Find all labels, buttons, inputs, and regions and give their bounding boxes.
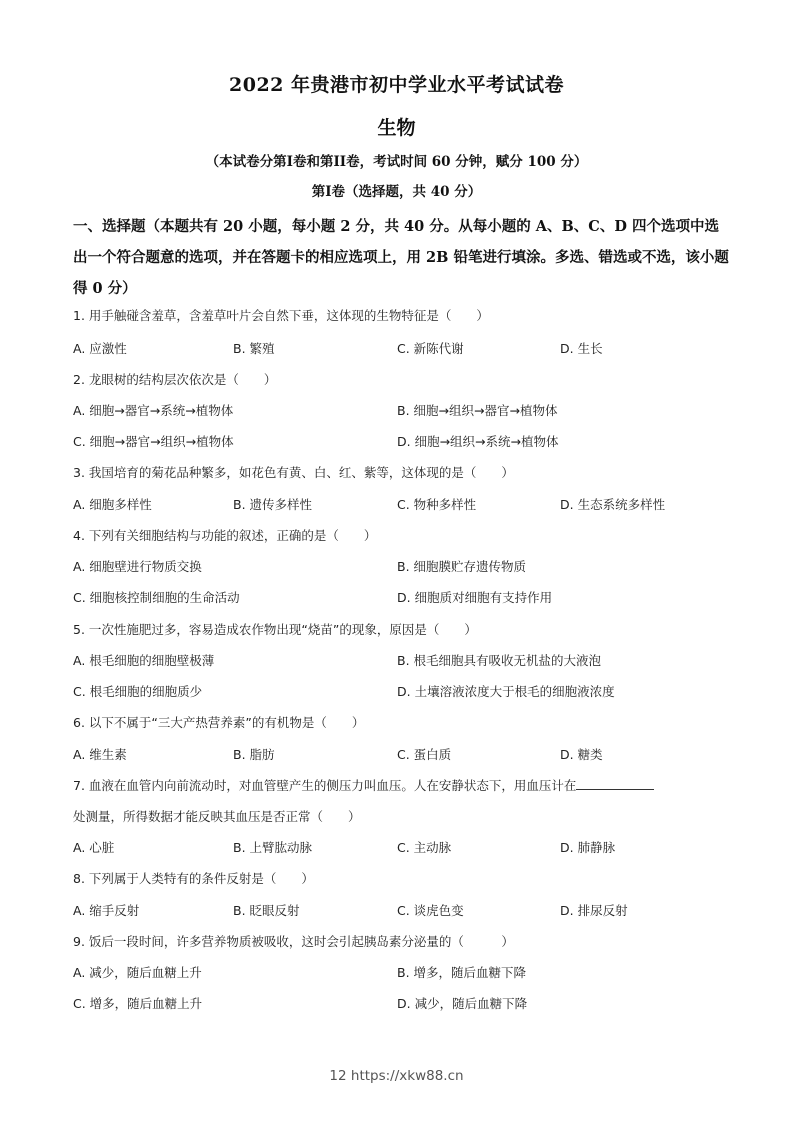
question-8-option-c: C. 谈虎色变 bbox=[397, 903, 464, 918]
question-6-option-b: B. 脂肪 bbox=[233, 747, 275, 762]
page-footer: 12 https://xkw88.cn bbox=[329, 1068, 464, 1084]
question-9-option-d: D. 减少，随后血糖下降 bbox=[397, 996, 528, 1011]
question-2-option-a: A. 细胞→器官→系统→植物体 bbox=[73, 403, 234, 418]
question-1-stem: 1. 用手触碰含羞草，含羞草叶片会自然下垂，这体现的生物特征是（ ） bbox=[73, 308, 489, 323]
question-3-option-d: D. 生态系统多样性 bbox=[560, 497, 666, 512]
question-2-option-d: D. 细胞→组织→系统→植物体 bbox=[397, 434, 559, 449]
question-4-option-d: D. 细胞质对细胞有支持作用 bbox=[397, 590, 553, 605]
question-4-option-a: A. 细胞壁进行物质交换 bbox=[73, 559, 202, 574]
question-3-stem: 3. 我国培育的菊花品种繁多，如花色有黄、白、红、紫等，这体现的是（ ） bbox=[73, 465, 514, 480]
question-7-stem-continued: 处测量，所得数据才能反映其血压是否正常（ ） bbox=[73, 809, 361, 824]
question-5-option-b: B. 根毛细胞具有吸收无机盐的大液泡 bbox=[397, 653, 602, 668]
question-8-option-d: D. 排尿反射 bbox=[560, 903, 628, 918]
question-5-option-a: A. 根毛细胞的细胞壁极薄 bbox=[73, 653, 215, 668]
question-8-option-b: B. 眨眼反射 bbox=[233, 903, 300, 918]
question-4-option-b: B. 细胞膜贮存遗传物质 bbox=[397, 559, 527, 574]
question-1-option-d: D. 生长 bbox=[560, 341, 603, 356]
exam-info: （本试卷分第I卷和第II卷，考试时间 60 分钟，赋分 100 分） bbox=[205, 154, 588, 170]
question-1-option-a: A. 应激性 bbox=[73, 341, 127, 356]
section-instructions: 一、选择题（本题共有 20 小题，每小题 2 分，共 40 分。从每小题的 A、B、C、D 四个选项中选出一个符合题意的选项，并在答题卡的相应选项上，用 2B 铅笔进行填涂。多选、错选或不选，该小题得 0 分） bbox=[73, 218, 729, 297]
question-7-option-b: B. 上臂肱动脉 bbox=[233, 840, 313, 855]
question-8-option-a: A. 缩手反射 bbox=[73, 903, 140, 918]
question-4-option-c: C. 细胞核控制细胞的生命活动 bbox=[73, 590, 240, 605]
question-2-stem: 2. 龙眼树的结构层次依次是（ ） bbox=[73, 372, 277, 387]
part-heading: 第I卷（选择题，共 40 分） bbox=[311, 184, 482, 200]
question-9-option-c: C. 增多，随后血糖上升 bbox=[73, 996, 203, 1011]
question-7-option-d: D. 肺静脉 bbox=[560, 840, 616, 855]
question-9-stem: 9. 饭后一段时间，许多营养物质被吸收，这时会引起胰岛素分泌量的（ ） bbox=[73, 934, 514, 949]
question-9-option-a: A. 减少，随后血糖上升 bbox=[73, 965, 202, 980]
question-6-option-a: A. 维生素 bbox=[73, 747, 127, 762]
question-8-stem: 8. 下列属于人类特有的条件反射是（ ） bbox=[73, 871, 314, 886]
question-2-option-b: B. 细胞→组织→器官→植物体 bbox=[397, 403, 558, 418]
question-6-option-d: D. 糖类 bbox=[560, 747, 603, 762]
question-5-stem: 5. 一次性施肥过多，容易造成农作物出现“烧苗”的现象，原因是（ ） bbox=[73, 622, 477, 637]
answer-blank bbox=[576, 777, 654, 790]
question-5-option-d: D. 土壤溶液浓度大于根毛的细胞液浓度 bbox=[397, 684, 615, 699]
question-5-option-c: C. 根毛细胞的细胞质少 bbox=[73, 684, 203, 699]
question-3-option-c: C. 物种多样性 bbox=[397, 497, 477, 512]
question-7-stem-text: 7. 血液在血管内向前流动时，对血管壁产生的侧压力叫血压。人在安静状态下，用血压计在 bbox=[73, 778, 577, 793]
question-7-option-c: C. 主动脉 bbox=[397, 840, 452, 855]
question-1-option-c: C. 新陈代谢 bbox=[397, 341, 464, 356]
question-3-option-b: B. 遗传多样性 bbox=[233, 497, 313, 512]
question-7-stem bbox=[73, 776, 743, 794]
question-6-stem: 6. 以下不属于“三大产热营养素”的有机物是（ ） bbox=[73, 715, 365, 730]
question-6-option-c: C. 蛋白质 bbox=[397, 747, 452, 762]
question-4-stem: 4. 下列有关细胞结构与功能的叙述，正确的是（ ） bbox=[73, 528, 377, 543]
subject-title: 生物 bbox=[377, 117, 416, 139]
question-2-option-c: C. 细胞→器官→组织→植物体 bbox=[73, 434, 234, 449]
question-9-option-b: B. 增多，随后血糖下降 bbox=[397, 965, 527, 980]
question-1-option-b: B. 繁殖 bbox=[233, 341, 275, 356]
question-3-option-a: A. 细胞多样性 bbox=[73, 497, 152, 512]
question-7-option-a: A. 心脏 bbox=[73, 840, 115, 855]
exam-title: 2022 年贵港市初中学业水平考试试卷 bbox=[229, 74, 564, 96]
